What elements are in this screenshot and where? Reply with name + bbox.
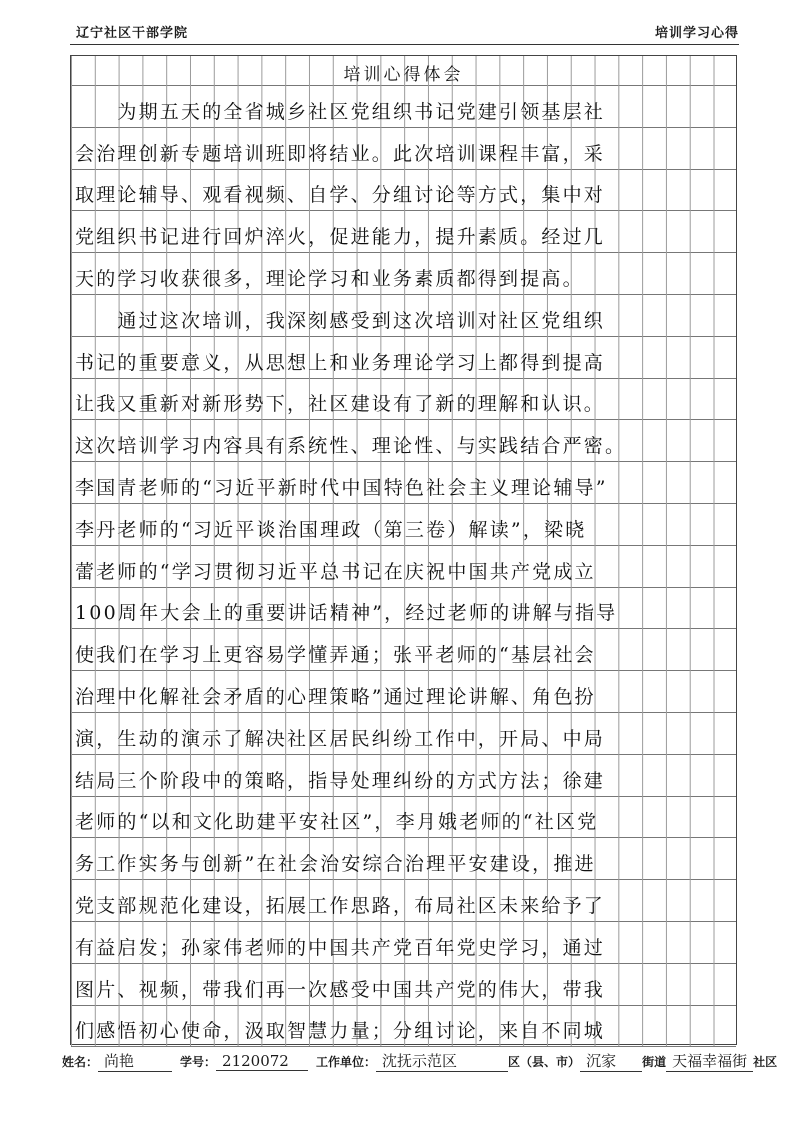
essay-line-row (71, 378, 736, 421)
work-unit-label: 工作单位： (316, 1055, 377, 1069)
essay-line-text: 结局三个阶段中的策略，指导处理纠纷的方式方法；徐建 (75, 769, 606, 792)
street-value: 天福幸福街 (666, 1050, 753, 1072)
essay-line-text: 为期五天的全省城乡社区党组织书记党建引领基层社 (75, 100, 606, 123)
essay-line-text: 有益启发；孙家伟老师的中国共产党百年党史学习，通过 (75, 936, 606, 959)
essay-line-row (71, 252, 736, 295)
essay-line-text: 使我们在学习上更容易学懂弄通；张平老师的“基层社会 (75, 644, 596, 667)
essay-line-row (71, 1005, 736, 1048)
essay-line-text: 老师的“以和文化助建平安社区”，李月娥老师的“社区党 (75, 811, 599, 834)
district-label: 区（县、市） (508, 1055, 581, 1069)
name-value: 尚艳 (98, 1050, 172, 1072)
essay-line-row (71, 921, 736, 964)
manuscript-grid (70, 55, 737, 1045)
essay-line-text: 蕾老师的“学习贯彻习近平总书记在庆祝中国共产党成立 (75, 560, 596, 583)
name-label: 姓名： (62, 1055, 99, 1069)
header-rule (70, 44, 739, 45)
student-id-value: 2120072 (216, 1052, 308, 1071)
essay-line-row (71, 461, 736, 504)
essay-line-row (71, 796, 736, 839)
essay-line-text: 会治理创新专题培训班即将结业。此次培训课程丰富，采 (75, 142, 606, 165)
street-label: 街道 (642, 1055, 667, 1069)
essay-line-row (71, 587, 736, 630)
essay-line-text: 李国青老师的“习近平新时代中国特色社会主义理论辅导” (75, 476, 608, 499)
essay-line-text: 们感悟初心使命，汲取智慧力量；分组讨论，来自不同城 (75, 1020, 606, 1043)
essay-line-text: 100周年大会上的重要讲话精神”，经过老师的讲解与指导 (75, 602, 618, 625)
essay-line-row (71, 294, 736, 337)
page-title: 培训心得体会 (343, 65, 464, 85)
essay-line-row (71, 210, 736, 253)
essay-line-row (71, 85, 736, 128)
essay-line-row (71, 837, 736, 880)
essay-line-row (71, 545, 736, 588)
header-org: 辽宁社区干部学院 (76, 26, 189, 41)
district-value: 沉家 (580, 1050, 642, 1072)
essay-line-row (71, 336, 736, 379)
essay-line-row (71, 670, 736, 713)
footer-info (62, 1050, 778, 1072)
essay-line-row (71, 712, 736, 755)
essay-line-row (71, 754, 736, 797)
essay-line-text: 治理中化解社会矛盾的心理策略”通过理论讲解、角色扮 (75, 685, 596, 708)
essay-line-row (71, 127, 736, 170)
essay-line-row (71, 169, 736, 212)
work-unit-value: 沈抚示范区 (376, 1050, 508, 1072)
essay-line-text: 演，生动的演示了解决社区居民纠纷工作中，开局、中局 (75, 727, 606, 750)
essay-line-text: 这次培训学习内容具有系统性、理论性、与实践结合严密。 (75, 435, 627, 458)
essay-line-text: 党组织书记进行回炉淬火，促进能力，提升素质。经过几 (75, 226, 606, 249)
header-doc-type: 培训学习心得 (654, 26, 739, 41)
essay-line-text: 务工作实务与创新”在社会治安综合治理平安建设，推进 (75, 853, 596, 876)
essay-line-row (71, 879, 736, 922)
essay-line-text: 图片、视频，带我们再一次感受中国共产党的伟大，带我 (75, 978, 606, 1001)
essay-line-text: 让我又重新对新形势下，社区建设有了新的理解和认识。 (75, 393, 606, 416)
essay-line-row (71, 628, 736, 671)
essay-line-text: 书记的重要意义，从思想上和业务理论学习上都得到提高 (75, 351, 606, 374)
essay-line-text: 天的学习收获很多，理论学习和业务素质都得到提高。 (75, 267, 584, 290)
essay-line-text: 党支部规范化建设，拓展工作思路，布局社区未来给予了 (75, 894, 606, 917)
essay-line-row (71, 503, 736, 546)
title-row (71, 56, 736, 86)
essay-line-text: 李丹老师的“习近平谈治国理政（第三卷）解读”，梁晓 (75, 518, 587, 541)
essay-line-row (71, 963, 736, 1006)
student-id-label: 学号： (180, 1055, 217, 1069)
essay-line-text: 通过这次培训，我深刻感受到这次培训对社区党组织 (75, 309, 606, 332)
community-label: 社区 (753, 1055, 778, 1069)
essay-line-text: 取理论辅导、观看视频、自学、分组讨论等方式，集中对 (75, 184, 606, 207)
essay-line-row (71, 419, 736, 462)
